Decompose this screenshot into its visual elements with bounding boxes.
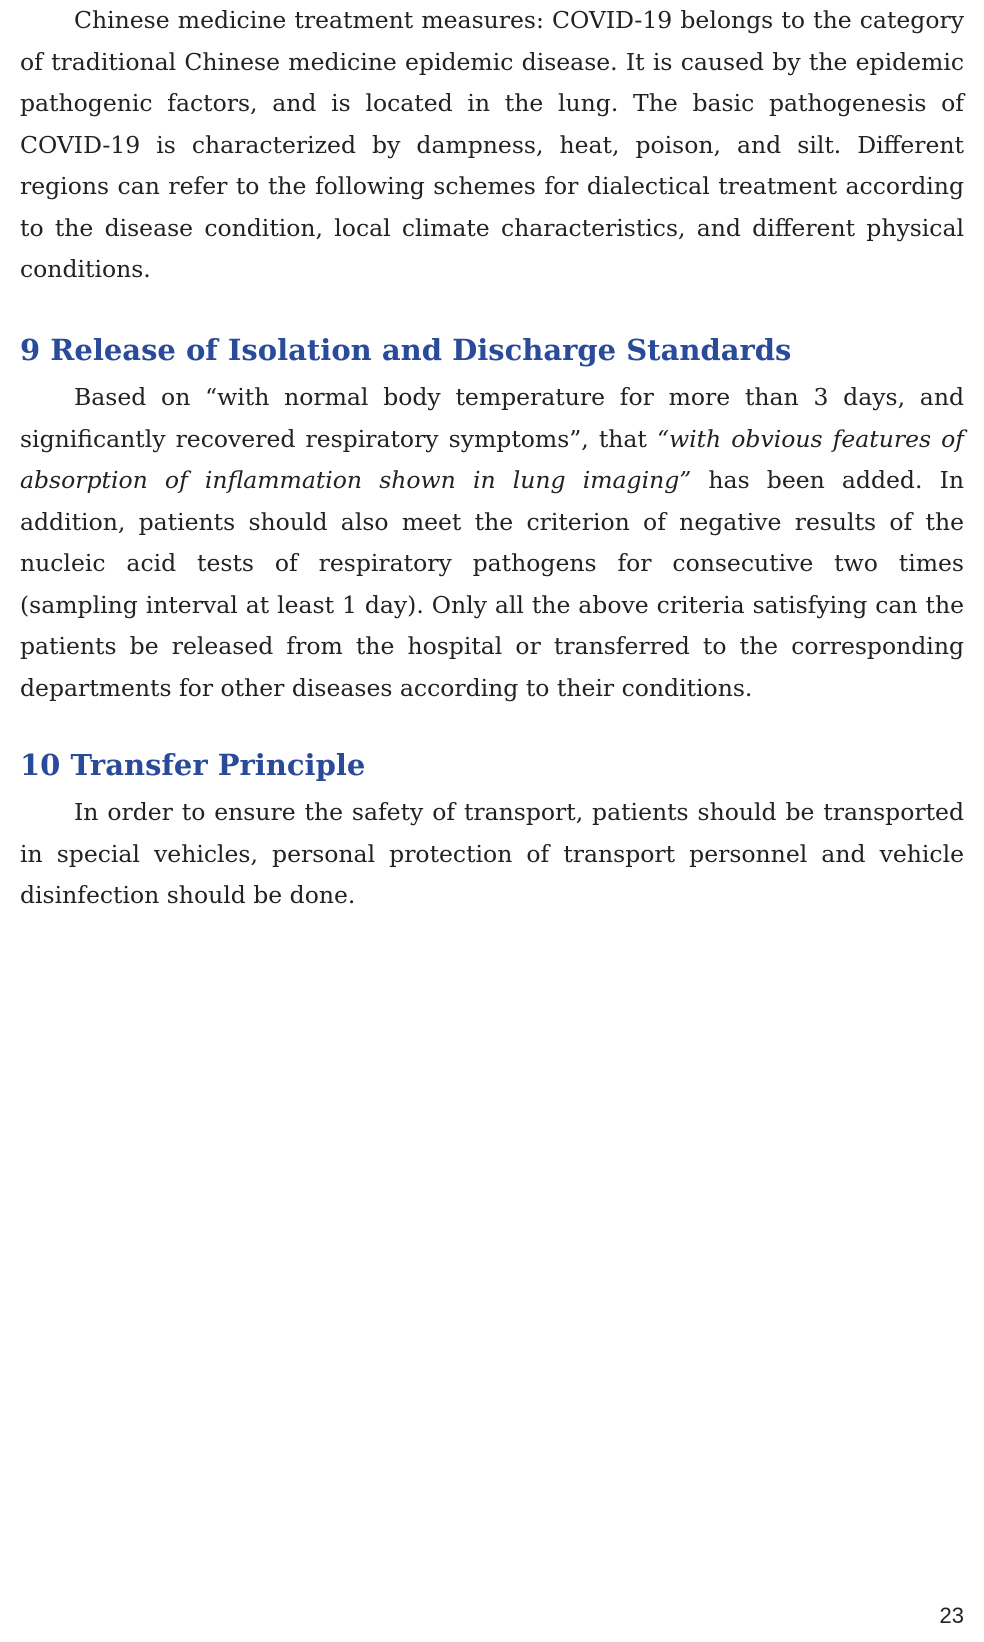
page-number: 23 (939, 1603, 964, 1628)
section-10-paragraph: In order to ensure the safety of transport, patients should be transported in special vehicles, personal protection of transport personnel and vehicle disinfection should be done. (20, 798, 964, 909)
section-9-italic-quote: “with obvious features of absorption of inflammation shown in lung imaging” (20, 424, 964, 494)
section-9-text-before: Based on “with normal body temperature for more than 3 days, and significantly recovered respiratory symptoms”, that (20, 383, 964, 453)
section-9-paragraph (20, 377, 964, 709)
section-9-heading: 9 Release of Isolation and Discharge Standards (20, 333, 792, 367)
intro-paragraph: Chinese medicine treatment measures: COVID-19 belongs to the category of traditional Chinese medicine epidemic disease. It is caused by the epidemic pathogenic factors, and is located in the lung. The basic pathogenesis of COVID-19 is characterized by dampness, heat, poison, and silt. Different regions can refer to the following schemes for dialectical treatment according to the disease condition, local climate characteristics, and different physical conditions. (20, 6, 964, 283)
section-10-heading: 10 Transfer Principle (20, 748, 366, 782)
section-9-text-after: has been added. In addition, patients should also meet the criterion of negative results of the nucleic acid tests of respiratory pathogens for consecutive two times (sampling interval at least 1 day). Only all the above criteria satisfying can the patients be released from the hospital or transferred to the corresponding departments for other diseases according to their conditions. (20, 466, 964, 702)
